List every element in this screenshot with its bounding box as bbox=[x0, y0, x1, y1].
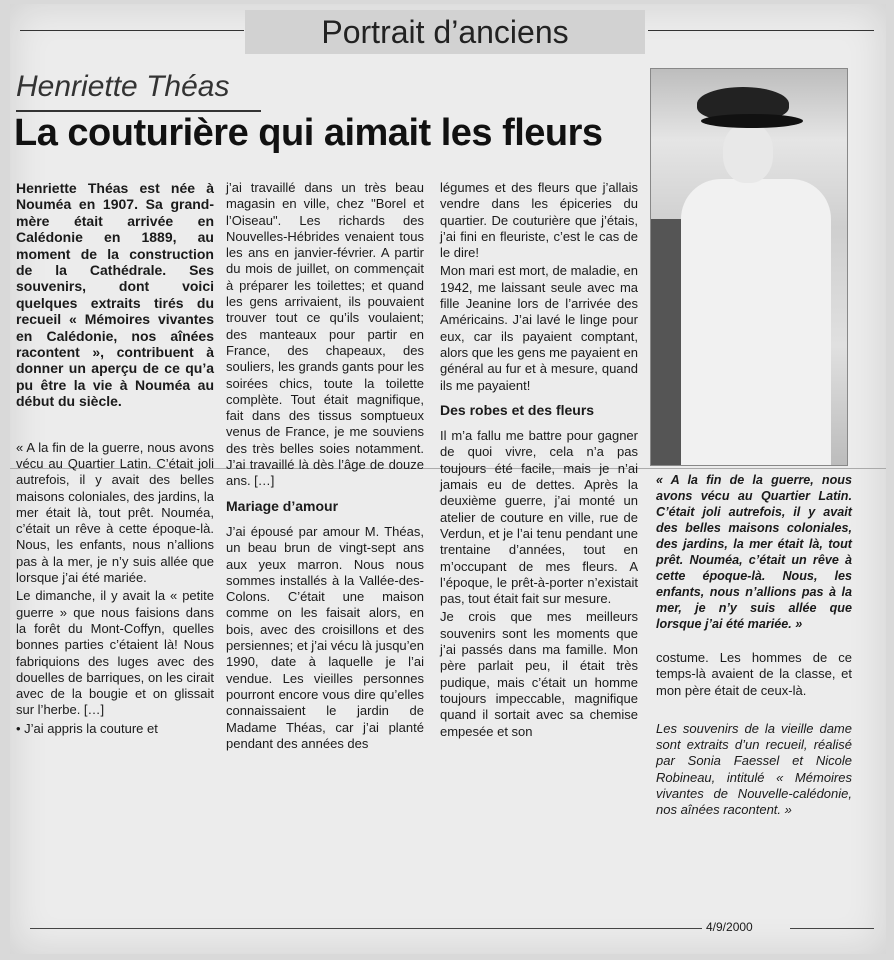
article-subject-name: Henriette Théas bbox=[16, 70, 230, 103]
footer-rule-left bbox=[30, 928, 702, 929]
body-paragraph: Mon mari est mort, de maladie, en 1942, me laissant seule avec ma fille Jeanine lors de l’arrivée des Américains. J’ai lavé le linge pour eux, car ils payaient comptant, alors que les gens me payaient en général au fur et à mesure, quand ils me payaient! bbox=[440, 263, 639, 393]
body-paragraph: Le dimanche, il y avait la « petite guerre » que nous faisions dans la forêt du Mont-Coffyn, quelles bonnes parties c’étaient là! Nous fabriquions des luges avec des douelles de barriques, on les cirait avec de la bougie et on glissait sur l’herbe. […] bbox=[16, 588, 214, 718]
body-paragraph: • J’ai appris la couture et bbox=[16, 720, 158, 736]
intro-paragraph: Henriette Théas est née à Nouméa en 1907. Sa grand-mère était arrivée en Calédonie en 1889, au moment de la construction de la Cathédrale. Ses souvenirs, dont voici quelques extraits tirés du recueil « Mémoires vivantes en Calédonie, nos aînées racontent », contribuent à donner un aperçu de ce qu’a pu être la vie à Nouméa au début du siècle. bbox=[16, 180, 214, 410]
column-2 bbox=[226, 180, 424, 754]
body-paragraph: « A la fin de la guerre, nous avons vécu au Quartier Latin. C’était joli autrefois, il y avait des belles maisons coloniales, des jardins, la mer était là, tout prêt. Nouméa, c’était un rêve à cette époque-là. Nous, les enfants, nous n’allions pas à la mer, je n’y suis allée que lorsque j’ai été mariée. bbox=[16, 439, 214, 586]
body-paragraph: Il m’a fallu me battre pour gagner de quoi vivre, cela n’a pas toujours été facile, mais je n’ai jamais eu de dettes. Après la deuxième guerre, j’ai monté un atelier de couture en ville, rue de Verdun, et je l’ai tenu pendant une trentaine d’années, tout en m’occupant de mes fleurs. A l’époque, le prêt-à-porter n’existait pas, tout était fait sur mesure. bbox=[440, 428, 638, 607]
column-3 bbox=[440, 180, 638, 742]
pull-quote: « A la fin de la guerre, nous avons vécu au Quartier Latin. C’était joli autrefois, il y avait des belles maisons coloniales, des jardins, la mer était là, tout prêt. Nouméa, c’était un rêve à cette époque-là. Nous, les enfants, nous n’allions pas à la mer, je n’y suis allée que lorsque j’ai été mariée. » bbox=[656, 473, 852, 631]
photo-hat-brim bbox=[701, 114, 803, 128]
subheading: Des robes et des fleurs bbox=[440, 401, 595, 418]
publication-date: 4/9/2000 bbox=[706, 920, 753, 934]
photo-face bbox=[723, 123, 773, 183]
column-1 bbox=[16, 180, 214, 739]
rubric-rule-right bbox=[648, 30, 874, 31]
section-rubric: Portrait d’anciens bbox=[245, 10, 645, 54]
source-credit: Les souvenirs de la vieille dame sont extraits d’un recueil, réalisé par Sonia Faessel et Nicole Robineau, intitulé « Mémoires vivantes de Nouvelle-calédonie, nos aînées racontent. » bbox=[656, 720, 852, 818]
body-paragraph: légumes et des fleurs que j’allais vendre dans les épiceries du quartier. De couturière que j’étais, j’ai fini en fleuriste, c’est le cas de le dire! bbox=[440, 180, 638, 261]
footer-rule-right bbox=[790, 928, 874, 929]
body-paragraph: Je crois que mes meilleurs souvenirs sont les moments que j’ai passés dans ma famille. Mon père parlait peu, il était très pudique, mais c’était un homme toujours impeccable, magnifique quand il sortait avec sa chemise empesée et son bbox=[440, 609, 638, 739]
article-headline: La couturière qui aimait les fleurs bbox=[14, 112, 603, 154]
body-paragraph: J’ai épousé par amour M. Théas, un beau brun de vingt-sept ans aux yeux marron. Nous nous sommes installés à la Vallée-des-Colons. C’était une maison comme on les faisait alors, en bois, avec des croisillons et des persiennes; et j’ai vécu là jusqu’en 1990, date à laquelle je l’ai vendue. Les vieilles personnes pourront encore vous dire qu’elles connaissaient le jardin de Madame Théas, car j’ai planté pendant des années des bbox=[226, 523, 425, 751]
photo-dress bbox=[681, 179, 831, 466]
subheading: Mariage d’amour bbox=[226, 497, 339, 514]
portrait-photo bbox=[650, 68, 848, 466]
rubric-rule-left bbox=[20, 30, 244, 31]
column-4 bbox=[656, 472, 852, 821]
body-paragraph: j’ai travaillé dans un très beau magasin en ville, chez "Borel et l’Oiseau". Les richards des Nouvelles-Hébrides venaient tous les ans en janvier-février. A partir du mois de juillet, on commençait à préparer les toilettes; et quand les gens arrivaient, ils pouvaient trouver tout ce qu’ils voulaient; des manteaux pour partir en France, des chapeaux, des souliers, les grands gants pour les soirées chics, toute la toilette complète. Tout était magnifique, fait dans des tissus somptueux venus de France, je me souviens des très belles soies notamment. J’ai travaillé là dès l’âge de douze ans. […] bbox=[226, 180, 424, 489]
body-paragraph: costume. Les hommes de ce temps-là avaient de la classe, et mon père était de ceux-là. bbox=[656, 650, 852, 698]
